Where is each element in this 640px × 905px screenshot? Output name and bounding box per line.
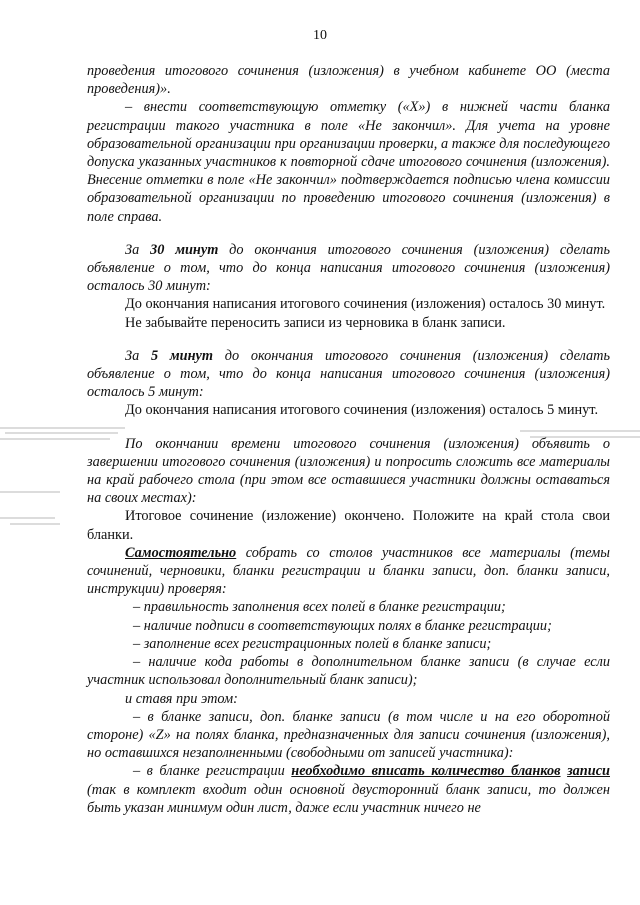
highlight-must-enter-count: необходимо вписать количество бланков — [291, 763, 561, 780]
document-body — [87, 62, 610, 817]
check-item: – правильность заполнения всех полей в бланке регистрации; — [133, 599, 506, 616]
check-item: – наличие подписи в соответствующих полях в бланке регистрации; — [133, 617, 552, 634]
paragraph-continuation: проведения итогового сочинения (изложения) в учебном кабинете ОО (места проведения)». — [87, 63, 610, 98]
paragraph-end-of-time: По окончании времени итогового сочинения (изложения) объявить о завершении итогового сочинения (изложения) и попросить сложить все материалы на край рабочего стола (при этом все оставшиеся участники должны оставаться на своих местах): — [87, 435, 610, 507]
text-fragment: – в бланке регистрации — [133, 763, 292, 780]
highlight-30-minutes: 30 минут — [150, 241, 219, 258]
text-fragment: до окончания итогового сочинения (изложения) сделать объявление о том, что до конца написания итогового сочинения (изложения) осталось 30 минут: — [87, 241, 610, 295]
highlight-records: записи — [567, 763, 610, 780]
announcement-5-min: До окончания написания итогового сочинения (изложения) осталось 5 минут. — [125, 402, 599, 419]
text-fragment: (так в комплект входит один основной двусторонний бланк записи, то должен быть указан минимум один лист, даже если участник ничего не — [87, 781, 610, 816]
paragraph-registration-count — [87, 762, 610, 817]
page-number: 10 — [313, 28, 327, 43]
check-item: – заполнение всех регистрационных полей в бланке записи; — [133, 635, 492, 652]
highlight-independently: Самостоятельно — [125, 544, 237, 561]
text-fragment: За — [125, 241, 151, 258]
highlight-5-minutes: 5 минут — [150, 347, 213, 364]
text-fragment: до окончания итогового сочинения (изложения) сделать объявление о том, что до конца написания итогового сочинения (изложения) осталось 5 минут: — [87, 347, 610, 401]
check-item: – наличие кода работы в дополнительном бланке записи (в случае если участник использовал дополнительный бланк записи); — [87, 654, 610, 689]
paragraph-5-min-instruction — [87, 347, 610, 402]
paragraph-30-min-instruction — [87, 241, 610, 296]
announcement-end: Итоговое сочинение (изложение) окончено. Положите на край стола свои бланки. — [87, 508, 610, 543]
text-fragment: собрать со столов участников все материалы (темы сочинений, черновики, бланки регистрации и бланки записи, доп. бланки записи, инструкции) проверяя: — [87, 544, 610, 598]
paragraph-and-mark: и ставя при этом: — [125, 690, 238, 707]
announcement-transfer-notes: Не забывайте переносить записи из черновика в бланк записи. — [125, 314, 506, 331]
text-fragment: За — [125, 347, 151, 364]
paragraph-collect-materials — [87, 544, 610, 599]
paragraph-mark-not-finished: – внести соответствующую отметку («X») в нижней части бланка регистрации такого участника в поле «Не закончил». Для учета на уровне образовательной организации при организации проверки, а также для последующего допуска указанных участников к повторной сдаче итогового сочинения (изложения). Внесение отметки в поле «Не закончил» подтверждается подписью члена комиссии образовательной организации по проведению итогового сочинения (изложения) в поле справа. — [87, 99, 610, 225]
paragraph-z-mark: – в бланке записи, доп. бланке записи (в том числе и на его оборотной стороне) «Z» на полях бланка, предназначенных для записи сочинения (изложения), но оставшихся незаполненными (свободными от записей участника): — [87, 708, 610, 762]
announcement-30-min: До окончания написания итогового сочинения (изложения) осталось 30 минут. — [125, 296, 606, 313]
